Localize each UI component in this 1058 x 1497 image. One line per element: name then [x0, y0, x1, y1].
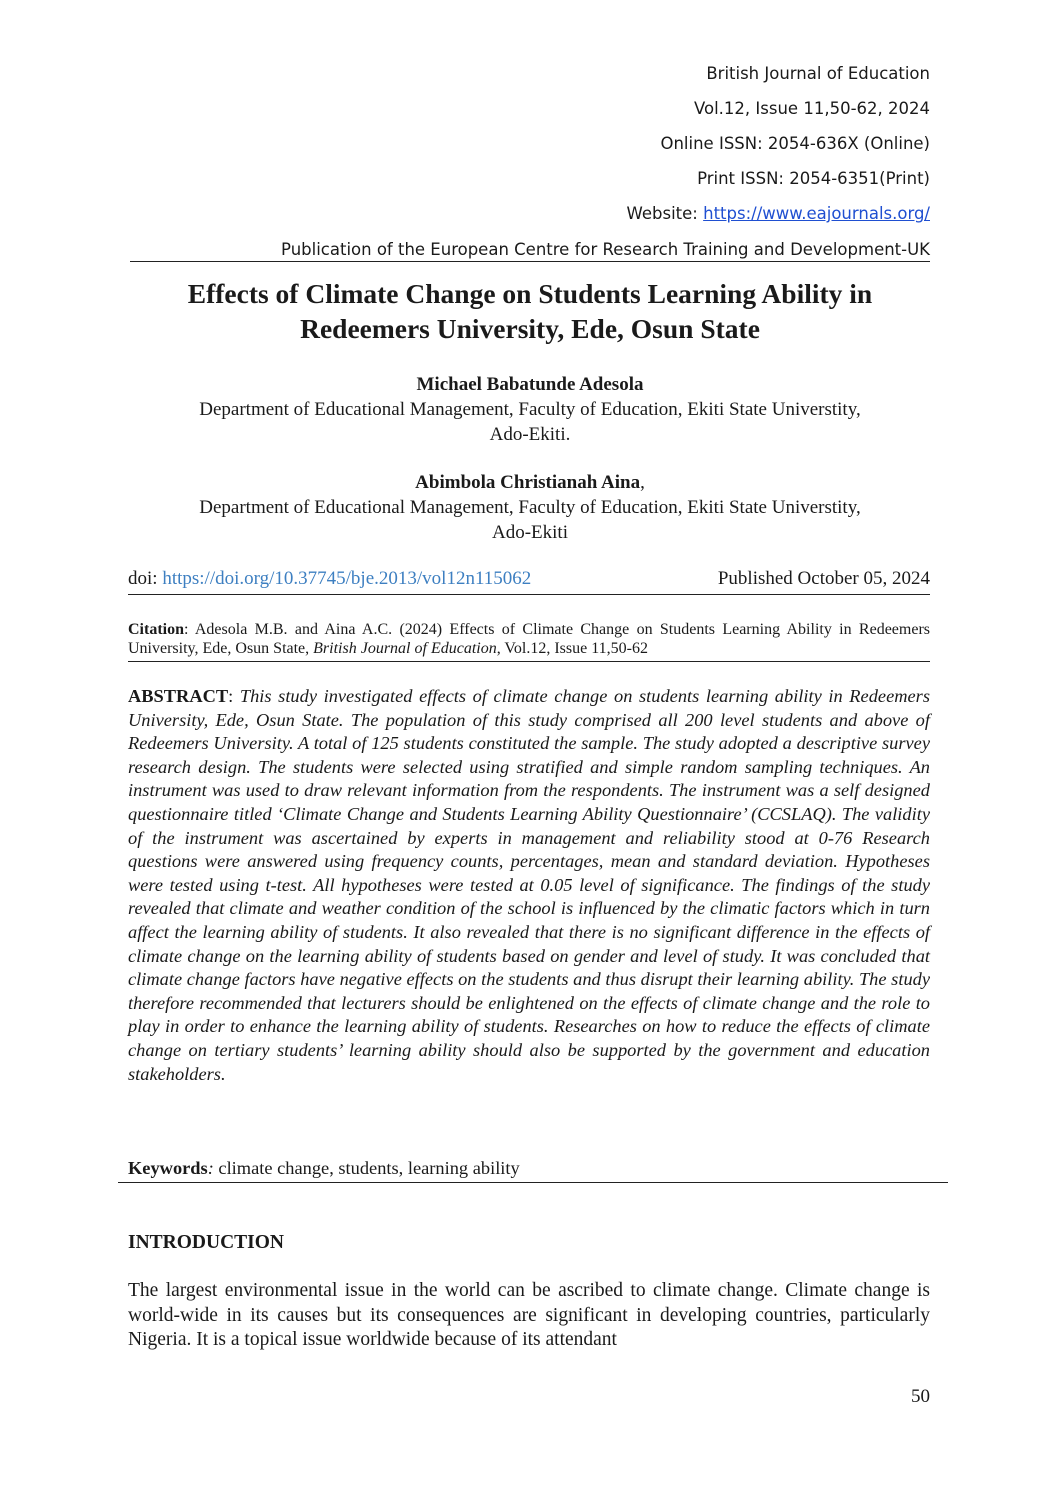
abstract-sep: :	[228, 686, 240, 706]
author-affiliation-city: Ado-Ekiti.	[489, 424, 571, 445]
doi-label: doi:	[128, 568, 163, 589]
citation-label: Citation	[128, 621, 184, 638]
abstract-text: This study investigated effects of climate change on students learning ability in Redeemers University, Ede, Osun State. The population of this study comprised all 200 level students and above of Redeemers University. A total of 125 students constituted the sample. The study adopted a descriptive survey research design. The students were selected using stratified and simple random sampling techniques. An instrument was used to draw relevant information from the respondents. The instrument was a self designed questionnaire titled ‘Climate Change and Students Learning Ability Questionnaire’ (CCSLAQ). The validity of the instrument was ascertained by experts in management and reliability stood at 0-76 Research questions were answered using frequency counts, percentages, mean and standard deviation. Hypotheses were tested using t-test. All hypotheses were tested at 0.05 level of significance. The findings of the study revealed that climate and weather condition of the school is influenced by the climatic factors which in turn affect the learning ability of students. It also revealed that there is no significant difference in the effects of climate change on the learning ability of students based on gender and level of study. It was concluded that climate change factors have negative effects on the students and thus disrupt their learning ability. The study therefore recommended that lecturers should be enlightened on the effects of climate change and the role to play in order to enhance the learning ability of students. Researches on how to reduce the effects of climate change on tertiary students’ learning ability should also be supported by the government and education stakeholders.	[128, 686, 930, 1084]
page-number: 50	[911, 1386, 930, 1407]
citation-journal: British Journal of Education	[313, 640, 497, 657]
doi-link[interactable]: https://doi.org/10.37745/bje.2013/vol12n115062	[162, 568, 532, 589]
website-link[interactable]: https://www.eajournals.org/	[703, 204, 930, 223]
introduction-heading: INTRODUCTION	[128, 1232, 285, 1253]
citation-text-end: , Vol.12, Issue 11,50-62	[496, 640, 648, 657]
author-suffix: ,	[640, 472, 645, 493]
author-affiliation: Department of Educational Management, Faculty of Education, Ekiti State Universtity,	[199, 497, 861, 518]
doi-line	[128, 568, 930, 595]
author-name: Abimbola Christianah Aina	[415, 472, 641, 493]
citation	[128, 620, 930, 662]
website-line	[627, 204, 930, 223]
author-block-1	[120, 372, 940, 447]
author-block-2	[120, 470, 940, 545]
website-label: Website:	[626, 204, 704, 223]
print-issn: Print ISSN: 2054-6351(Print)	[697, 169, 930, 188]
author-name: Michael Babatunde Adesola	[416, 374, 644, 395]
published-date: Published October 05, 2024	[717, 568, 930, 589]
keywords-label: Keywords	[128, 1158, 208, 1178]
journal-name: British Journal of Education	[706, 64, 930, 83]
abstract	[128, 685, 930, 1086]
abstract-label: ABSTRACT	[128, 686, 229, 706]
keywords-text: climate change, students, learning ability	[213, 1158, 520, 1178]
author-affiliation: Department of Educational Management, Faculty of Education, Ekiti State Universtity,	[199, 399, 861, 420]
title-line-1: Effects of Climate Change on Students Learning Ability in	[187, 278, 873, 309]
publication-line: Publication of the European Centre for Research Training and Development-UK	[130, 240, 930, 262]
online-issn: Online ISSN: 2054-636X (Online)	[660, 134, 930, 153]
paper-title	[120, 276, 940, 346]
introduction-text: The largest environmental issue in the world can be ascribed to climate change. Climate change is world-wide in its causes but its consequences are significant in developing countries, particularly Nigeria. It is a topical issue worldwide because of its attendant	[128, 1280, 930, 1350]
keywords	[118, 1158, 948, 1183]
keywords-sep: :	[207, 1158, 214, 1178]
journal-volume: Vol.12, Issue 11,50-62, 2024	[694, 99, 930, 118]
citation-text: : Adesola M.B. and Aina A.C. (2024) Effects of Climate Change on Students Learning Ability in Redeemers University, Ede, Osun State,	[128, 621, 930, 657]
title-line-2: Redeemers University, Ede, Osun State	[300, 313, 760, 344]
author-affiliation-city: Ado-Ekiti	[492, 522, 568, 543]
